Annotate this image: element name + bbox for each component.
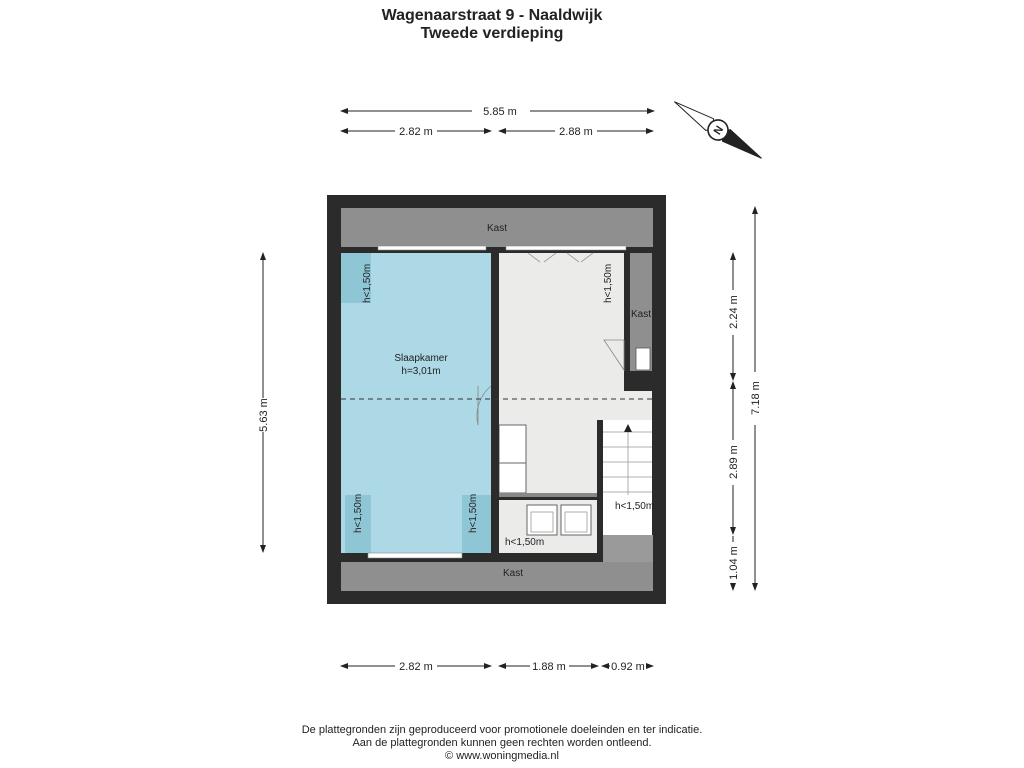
- dim-bottom-left: 2.82 m: [399, 661, 433, 673]
- copyright-line: © www.woningmedia.nl: [445, 750, 559, 762]
- dim-top-total: 5.85 m: [483, 106, 517, 118]
- top-dimensions: [341, 106, 654, 138]
- dim-left-height: 5.63 m: [258, 398, 270, 432]
- left-dimension: [258, 253, 270, 552]
- dim-top-left: 2.82 m: [399, 126, 433, 138]
- sliding-rail: [499, 493, 599, 497]
- dim-bottom-mid: 1.88 m: [532, 661, 566, 673]
- wall-stairs: [597, 420, 603, 553]
- right-dimensions: [728, 207, 762, 590]
- dim-bottom-right: 0.92 m: [611, 661, 645, 673]
- washing-machine-icon: [527, 505, 557, 535]
- plan-title: Wagenaarstraat 9 - Naaldwijk: [381, 7, 603, 24]
- cupboard-bottom: [341, 562, 653, 591]
- label-kast-right: Kast: [630, 309, 652, 320]
- dryer-icon: [561, 505, 591, 535]
- stair-void: [603, 535, 653, 562]
- dim-right-lower: 1.04 m: [728, 546, 740, 580]
- dim-right-upper: 2.24 m: [728, 295, 740, 329]
- window-top-left: [378, 246, 486, 250]
- wall-cupboard-right: [624, 253, 630, 371]
- label-h-bottom-left-a: h<1,50m: [353, 493, 364, 533]
- dim-top-right: 2.88 m: [559, 126, 593, 138]
- compass-north-icon: [669, 93, 767, 166]
- disclaimer-line-2: Aan de plattegronden kunnen geen rechten worden ontleend.: [352, 737, 652, 749]
- window-top-right: [506, 246, 626, 250]
- label-h-stairs: h<1,50m: [615, 501, 655, 512]
- label-h-laundry: h<1,50m: [505, 537, 545, 548]
- label-slaapkamer: Slaapkamer: [394, 353, 448, 364]
- boiler-icon: [636, 348, 650, 370]
- label-h-top-left: h<1,50m: [362, 263, 373, 303]
- compass-label: N: [711, 123, 727, 138]
- plan-subtitle: Tweede verdieping: [420, 25, 564, 42]
- cabinet-upper: [499, 425, 526, 463]
- label-kast-bottom: Kast: [502, 568, 524, 579]
- dim-right-mid: 2.89 m: [728, 445, 740, 479]
- label-h-landing: h<1,50m: [603, 263, 614, 303]
- wall-bedroom-upper: [491, 253, 499, 386]
- dim-right-total: 7.18 m: [750, 381, 762, 415]
- label-slaapkamer-height: h=3,01m: [401, 366, 441, 377]
- label-h-bottom-left-b: h<1,50m: [468, 493, 479, 533]
- wall-cupboard-right-base: [624, 371, 653, 391]
- cabinet-lower: [499, 463, 526, 493]
- bottom-dimensions: [341, 661, 653, 673]
- window-bottom: [368, 553, 462, 558]
- disclaimer-line-1: De plattegronden zijn geproduceerd voor promotionele doeleinden en ter indicatie.: [301, 724, 703, 736]
- wall-bedroom-lower: [491, 425, 499, 553]
- label-kast-top: Kast: [486, 223, 508, 234]
